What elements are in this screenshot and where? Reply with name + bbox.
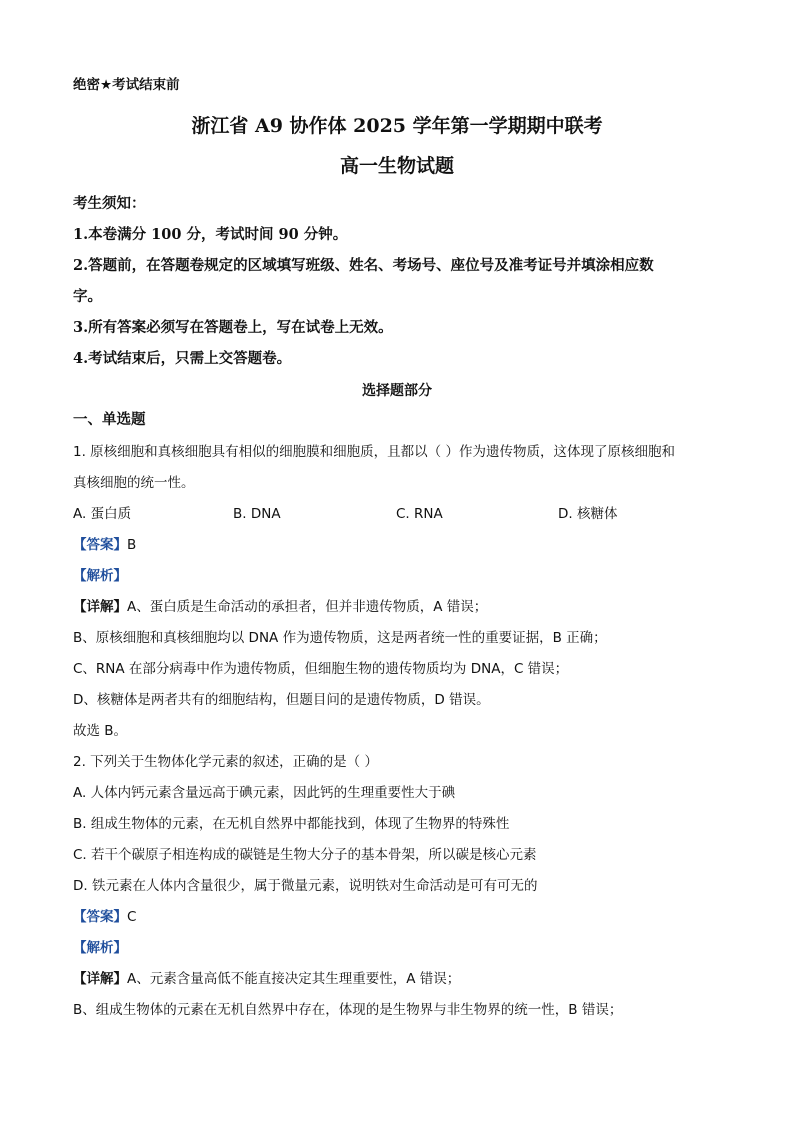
q2-analysis-row — [73, 938, 127, 958]
q1-conclusion: 故选 B。 — [73, 723, 128, 739]
q1-analysis-tag: 【解析】 — [73, 568, 127, 584]
q2-answer-tag: 【答案】 — [73, 909, 127, 925]
q2-detail-tag: 【详解】 — [73, 971, 127, 987]
q2-option-a: A. 人体内钙元素含量远高于碘元素，因此钙的生理重要性大于碘 — [73, 785, 456, 801]
notice-item-2: 2.答题前，在答题卷规定的区域填写班级、姓名、考场号、座位号及准考证号并填涂相应数 — [73, 257, 654, 274]
exam-subtitle: 高一生物试题 — [339, 155, 454, 177]
q1-answer-tag: 【答案】 — [73, 537, 127, 553]
q1-option-a: A. 蛋白质 — [73, 506, 132, 522]
q1-stem-line1: 1. 原核细胞和真核细胞具有相似的细胞膜和细胞质，且都以（ ）作为遗传物质，这体现了原核细胞和 — [73, 444, 675, 460]
q2-analysis-tag: 【解析】 — [73, 940, 127, 956]
notice-item-1: 1.本卷满分 100 分，考试时间 90 分钟。 — [73, 226, 348, 243]
confidential-label: 绝密★考试结束前 — [73, 77, 180, 93]
q1-detail-row — [73, 597, 487, 617]
part-title: 选择题部分 — [362, 383, 432, 399]
q1-option-b: B. DNA — [233, 506, 281, 522]
notice-item-2-cont: 字。 — [73, 288, 102, 305]
q1-analysis-row — [73, 566, 127, 586]
q2-option-c: C. 若干个碳原子相连构成的碳链是生物大分子的基本骨架，所以碳是核心元素 — [73, 847, 537, 863]
section-heading: 一、单选题 — [73, 411, 146, 428]
q2-option-b: B. 组成生物体的元素，在无机自然界中都能找到，体现了生物界的特殊性 — [73, 816, 510, 832]
q1-option-c: C. RNA — [396, 506, 443, 522]
q2-detail-first: A、元素含量高低不能直接决定其生理重要性，A 错误； — [127, 971, 461, 987]
notice-item-4: 4.考试结束后，只需上交答题卷。 — [73, 350, 292, 367]
q1-detail-d: D、核糖体是两者共有的细胞结构，但题目问的是遗传物质，D 错误。 — [73, 692, 490, 708]
q1-answer-row — [73, 535, 136, 555]
q2-answer-row — [73, 907, 136, 927]
q1-detail-first: A、蛋白质是生命活动的承担者，但并非遗传物质，A 错误； — [127, 599, 488, 615]
q1-answer-value: B — [127, 537, 137, 553]
notice-heading: 考生须知： — [73, 195, 146, 212]
q1-detail-tag: 【详解】 — [73, 599, 127, 615]
q2-answer-value: C — [127, 909, 137, 925]
exam-title: 浙江省 A9 协作体 2025 学年第一学期期中联考 — [191, 115, 603, 137]
q1-detail-c: C、RNA 在部分病毒中作为遗传物质，但细胞生物的遗传物质均为 DNA，C 错误； — [73, 661, 569, 677]
q1-detail-b: B、原核细胞和真核细胞均以 DNA 作为遗传物质，这是两者统一性的重要证据，B 正确； — [73, 630, 607, 646]
q2-detail-row — [73, 969, 460, 989]
q2-option-d: D. 铁元素在人体内含量很少，属于微量元素，说明铁对生命活动是可有可无的 — [73, 878, 538, 894]
q2-detail-b: B、组成生物体的元素在无机自然界中存在，体现的是生物界与非生物界的统一性，B 错误； — [73, 1002, 623, 1018]
q1-stem-line2: 真核细胞的统一性。 — [73, 475, 195, 491]
q1-option-d: D. 核糖体 — [558, 506, 618, 522]
q2-stem: 2. 下列关于生物体化学元素的叙述，正确的是（ ） — [73, 754, 378, 770]
notice-item-3: 3.所有答案必须写在答题卷上，写在试卷上无效。 — [73, 319, 393, 336]
